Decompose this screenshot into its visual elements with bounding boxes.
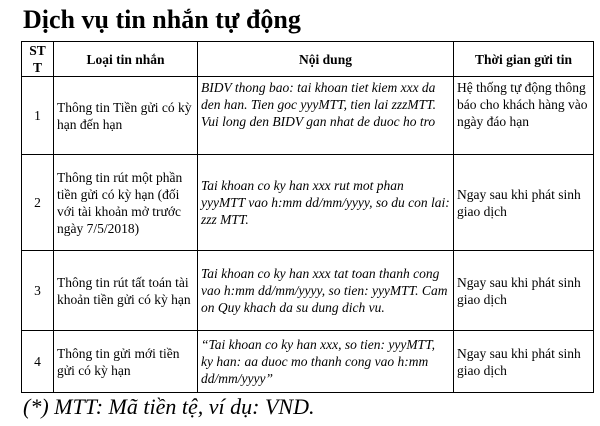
footnote: (*) MTT: Mã tiền tệ, ví dụ: VND. — [23, 394, 315, 419]
row-content: Tai khoan co ky han xxx tat toan thanh cong vao h:mm dd/mm/yyyy, so tien: yyyMTT. Cam on Quy khach da su dung dich vu. — [198, 251, 454, 331]
table-header-row — [22, 42, 594, 77]
sms-service-table — [21, 41, 594, 393]
header-content: Nội dung — [198, 42, 454, 77]
row-content: Tai khoan co ky han xxx rut mot phan yyyMTT vao h:mm dd/mm/yyyy, so du con lai: zzz MTT. — [198, 155, 454, 251]
row-stt: 2 — [22, 155, 54, 251]
row-stt: 3 — [22, 251, 54, 331]
table-row — [22, 331, 594, 393]
row-message-type: Thông tin rút tất toán tài khoản tiền gửi có kỳ hạn — [54, 251, 198, 331]
row-send-time: Ngay sau khi phát sinh giao dịch — [454, 251, 594, 331]
row-stt: 1 — [22, 77, 54, 155]
row-content: “Tai khoan co ky han xxx, so tien: yyyMTT, ky han: aa duoc mo thanh cong vao h:mm dd/mm/yyyy” — [198, 331, 454, 393]
row-send-time: Ngay sau khi phát sinh giao dịch — [454, 331, 594, 393]
header-send-time: Thời gian gửi tin — [454, 42, 594, 77]
row-message-type: Thông tin gửi mới tiền gửi có kỳ hạn — [54, 331, 198, 393]
row-send-time: Ngay sau khi phát sinh giao dịch — [454, 155, 594, 251]
row-send-time: Hệ thống tự động thông báo cho khách hàng vào ngày đáo hạn — [454, 77, 594, 155]
row-message-type: Thông tin rút một phần tiền gửi có kỳ hạn (đối với tài khoản mở trước ngày 7/5/2018) — [54, 155, 198, 251]
page-title: Dịch vụ tin nhắn tự động — [23, 5, 301, 34]
row-message-type: Thông tin Tiền gửi có kỳ hạn đến hạn — [54, 77, 198, 155]
header-stt: STT — [22, 42, 54, 77]
row-content: BIDV thong bao: tai khoan tiet kiem xxx da den han. Tien goc yyyMTT, tien lai zzzMTT. Vui long den BIDV gan nhat de duoc ho tro — [198, 77, 454, 155]
header-message-type: Loại tin nhắn — [54, 42, 198, 77]
row-stt: 4 — [22, 331, 54, 393]
table-row — [22, 77, 594, 155]
table-row — [22, 155, 594, 251]
table-row — [22, 251, 594, 331]
